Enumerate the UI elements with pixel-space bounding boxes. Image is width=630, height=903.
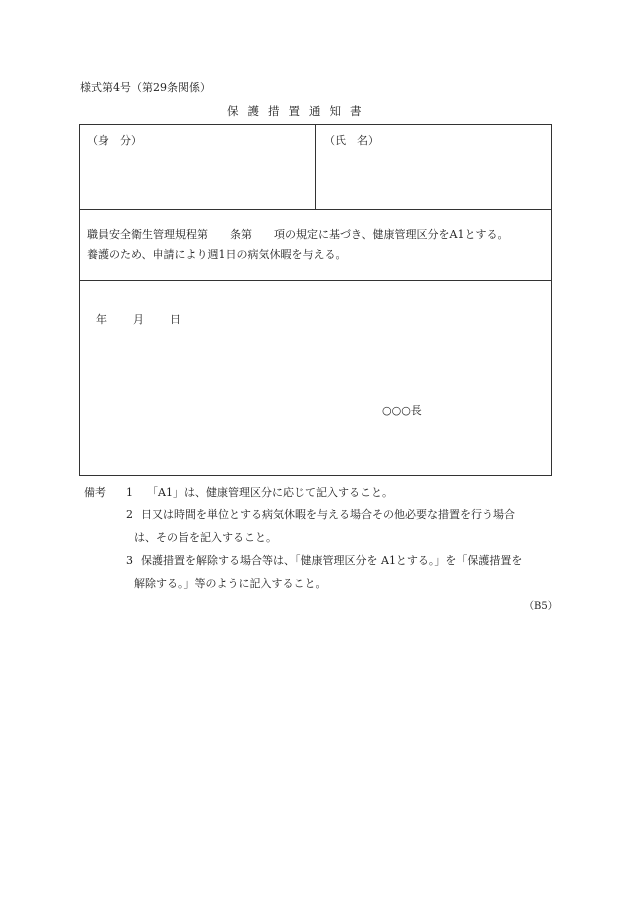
name-field-label: （氏 名） <box>324 134 379 147</box>
remark-text-3-line-1: 保護措置を解除する場合等は、「健康管理区分を A1とする。」を「保護措置を <box>141 554 523 567</box>
date-day-label: 日 <box>170 313 181 326</box>
notice-body-line-2: 養護のため、申請により週1日の病気休暇を与える。 <box>87 248 347 261</box>
form-number: 様式第4号（第29条関係） <box>80 81 211 94</box>
date-month-label: 月 <box>133 313 144 326</box>
remark-text-3-line-2: 解除する。」等のように記入すること。 <box>134 577 327 590</box>
row-divider-top <box>80 209 551 210</box>
paper-size-note: （B5） <box>524 601 558 612</box>
remarks-label: 備考 <box>84 486 106 499</box>
status-field-label: （身 分） <box>87 134 142 147</box>
remark-number-1: 1 <box>126 486 133 499</box>
document-title: 保護措置通知書 <box>227 104 371 118</box>
notice-form-box <box>79 124 552 476</box>
remark-text-1: 「A1」は、健康管理区分に応じて記入すること。 <box>147 486 393 499</box>
date-year-label: 年 <box>96 313 107 326</box>
row-divider-middle <box>80 280 551 281</box>
column-divider <box>315 125 316 209</box>
remark-number-3: 3 <box>126 554 133 567</box>
remark-number-2: 2 <box>126 508 133 521</box>
notice-body-line-1: 職員安全衛生管理規程第 条第 項の規定に基づき、健康管理区分をA1とする。 <box>87 228 509 241</box>
remark-text-2-line-1: 日又は時間を単位とする病気休暇を与える場合その他必要な措置を行う場合 <box>141 508 515 521</box>
remark-text-2-line-2: は、その旨を記入すること。 <box>134 531 277 544</box>
signatory: ○○○長 <box>382 404 422 417</box>
